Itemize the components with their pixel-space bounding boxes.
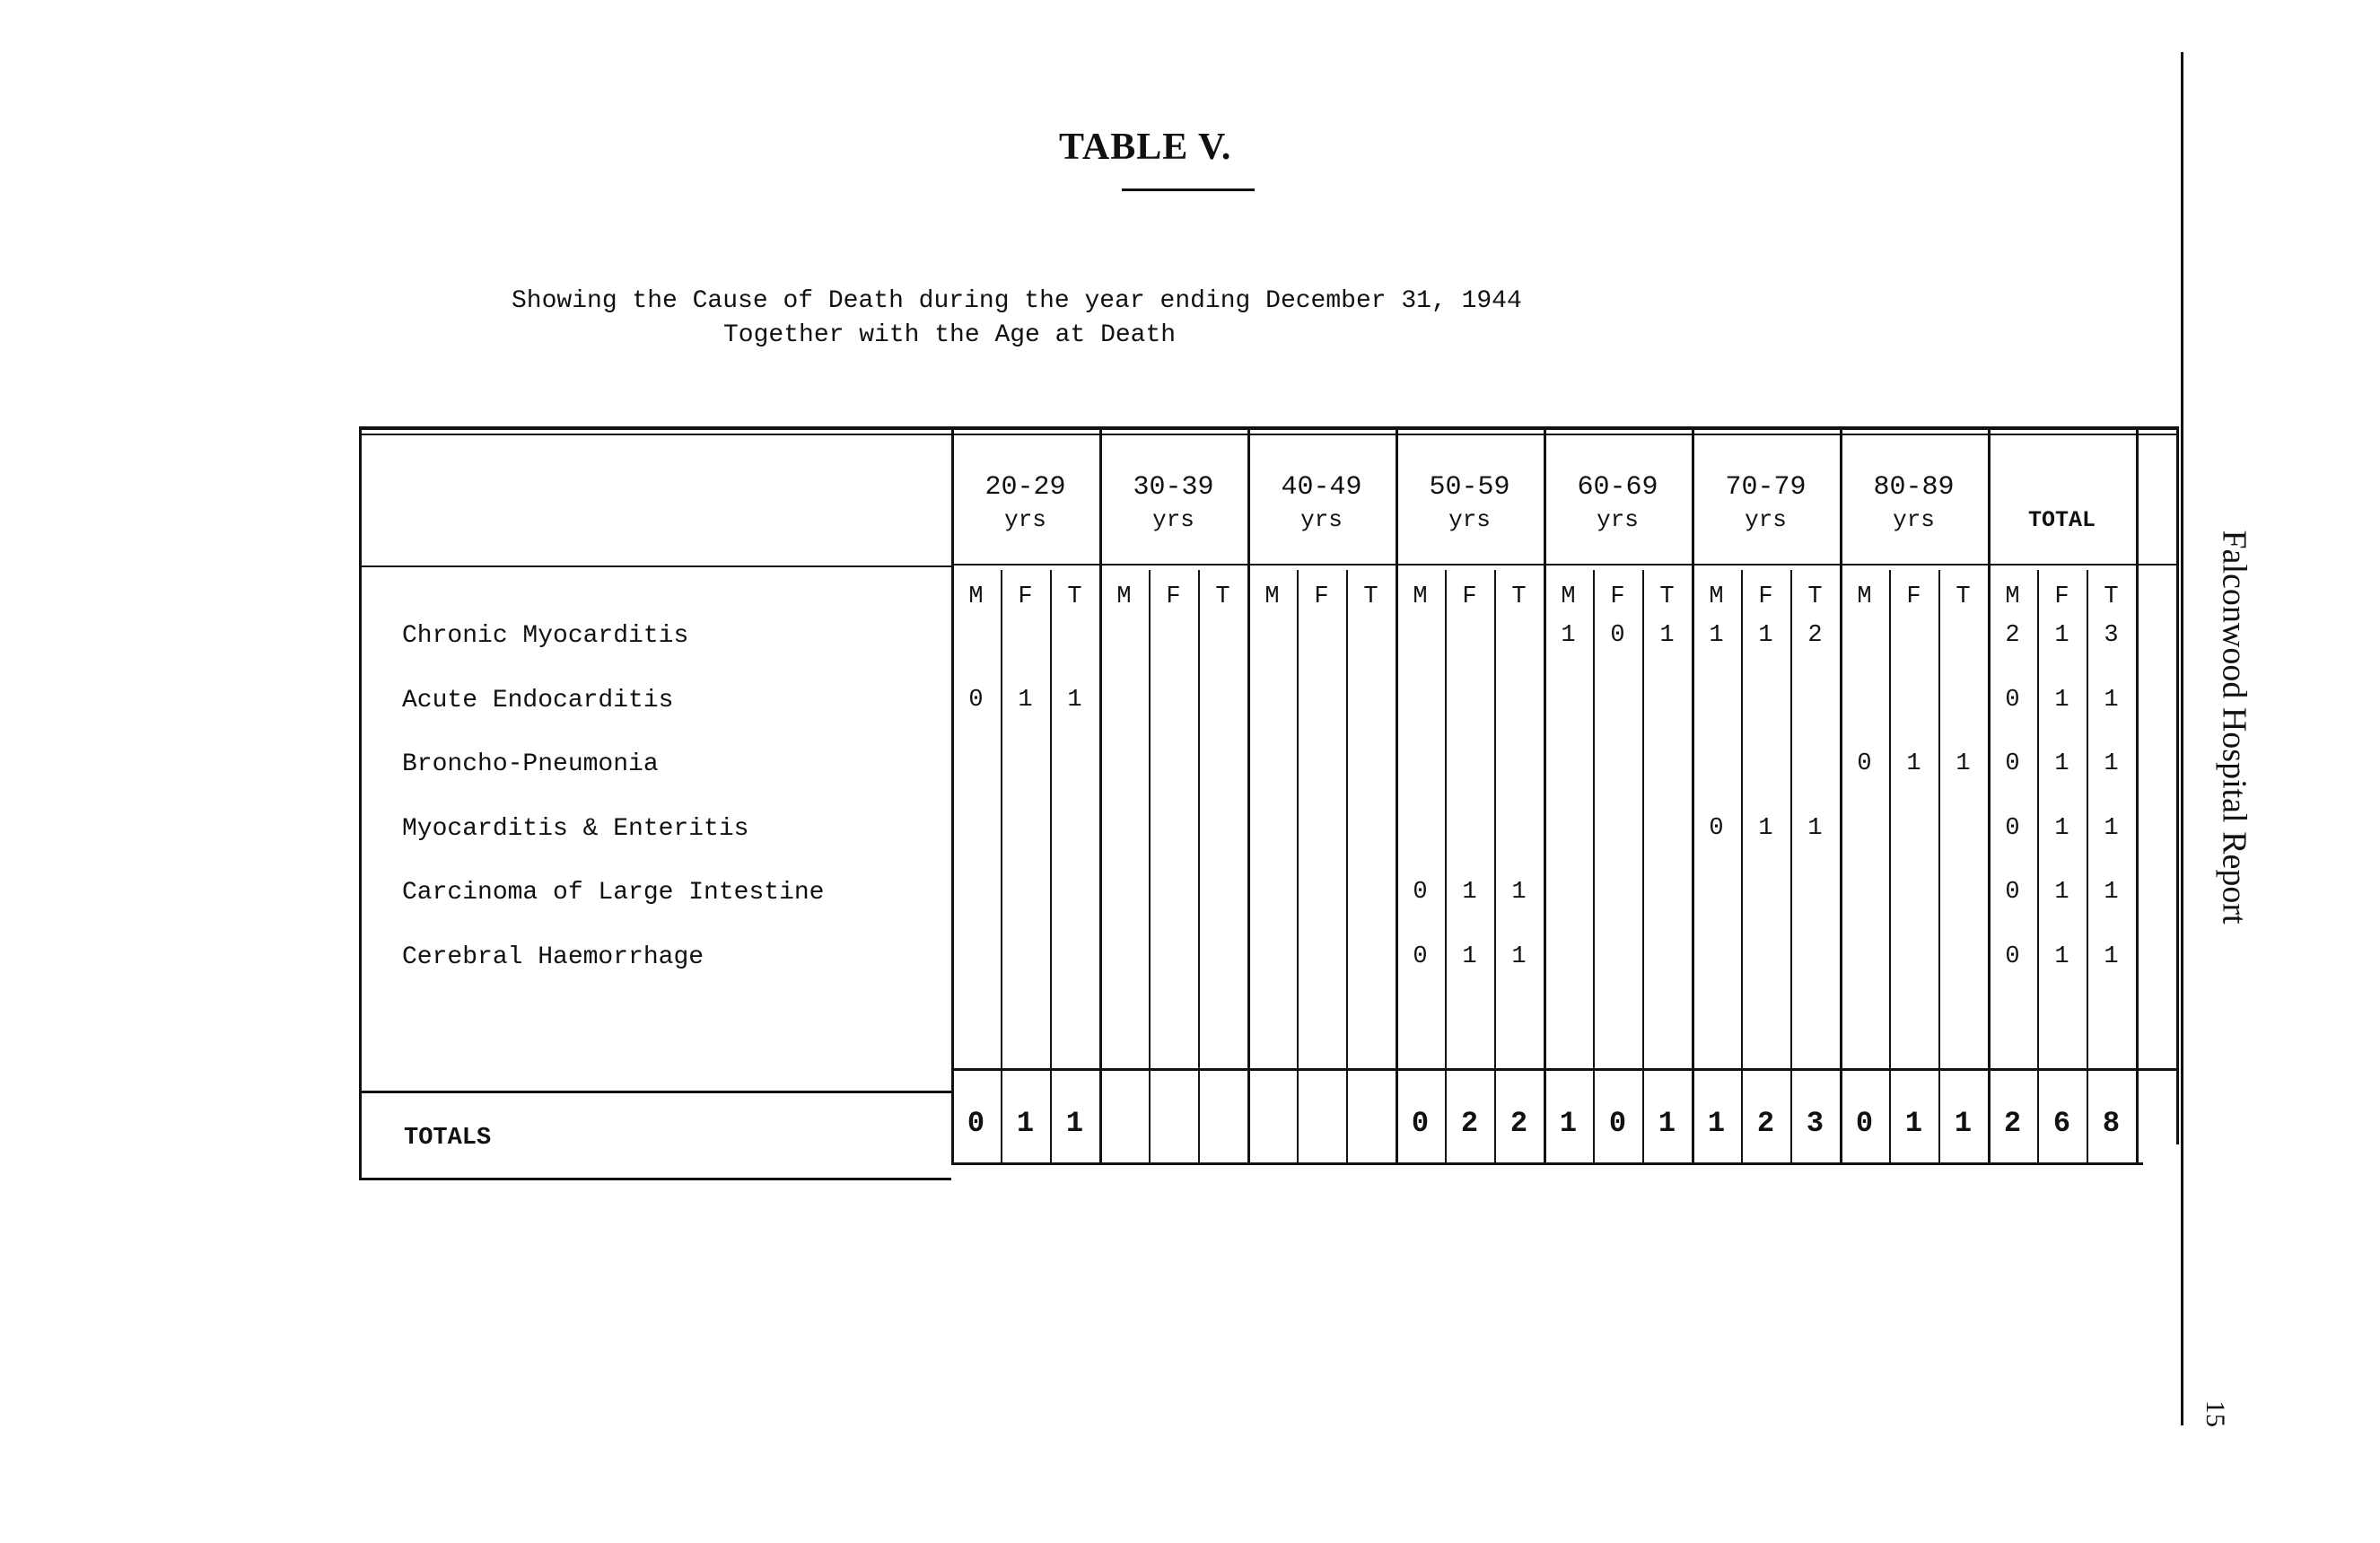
subtitle-line-1: Showing the Cause of Death during the year ending December 31, 1944: [512, 287, 1522, 315]
table-cell: 0: [2005, 879, 2020, 906]
totals-cell: 1: [1658, 1107, 1676, 1140]
totals-cell: 2: [2003, 1107, 2022, 1140]
table-cell: 1: [2054, 750, 2069, 777]
table-cell: 1: [1709, 622, 1724, 649]
label-column-header-rule: [359, 565, 951, 567]
table-cell: 1: [2104, 750, 2119, 777]
table-cell: 1: [1659, 622, 1675, 649]
subcolumn-divider: [2037, 570, 2039, 1162]
age-group-unit: yrs: [1448, 506, 1491, 533]
group-column-divider: [1396, 426, 1398, 1162]
subheader-f: F: [1758, 583, 1773, 610]
age-group-range: 30-39: [1133, 472, 1214, 503]
age-group-range: 40-49: [1281, 472, 1362, 503]
table-cell: 0: [1709, 814, 1724, 842]
table-cell: 1: [2104, 814, 2119, 842]
table-cell: 2: [2005, 622, 2020, 649]
totals-cell: 2: [1509, 1107, 1528, 1140]
table-cell: 1: [2104, 686, 2119, 714]
table-cell: 0: [1413, 879, 1428, 906]
table-cell: 2: [1807, 622, 1823, 649]
subheader-t: T: [1215, 583, 1230, 610]
subheader-m: M: [1709, 583, 1724, 610]
totals-label: TOTALS: [404, 1125, 492, 1152]
subheader-m: M: [1561, 583, 1576, 610]
group-column-divider: [1544, 426, 1546, 1162]
table-cell: 1: [1807, 814, 1823, 842]
age-group-header: [1544, 471, 1692, 536]
subheader-f: F: [1610, 583, 1625, 610]
group-column-divider: [1247, 426, 1250, 1162]
subheader-f: F: [1314, 583, 1329, 610]
subheader-m: M: [1857, 583, 1872, 610]
table-cell: 1: [1462, 879, 1477, 906]
page-spine-rule: [2181, 52, 2183, 1425]
table-cell: 1: [2104, 942, 2119, 970]
age-group-range: 70-79: [1725, 472, 1807, 503]
table-cell: 1: [1511, 879, 1527, 906]
table-cell: 1: [2054, 879, 2069, 906]
table-cell: 1: [1758, 814, 1773, 842]
totals-separator-label: [359, 1091, 951, 1093]
table-cell: 1: [2054, 622, 2069, 649]
subcolumn-divider: [1346, 570, 1348, 1162]
group-column-divider: [1099, 426, 1102, 1162]
table-cell: 3: [2104, 622, 2119, 649]
table-cell: 0: [2005, 686, 2020, 714]
totals-cell: 0: [1608, 1107, 1627, 1140]
table-left-border: [359, 426, 362, 1180]
subheader-m: M: [1264, 583, 1280, 610]
page-number: [2197, 1396, 2233, 1432]
totals-cell: 2: [1756, 1107, 1775, 1140]
totals-cell: 0: [967, 1107, 985, 1140]
report-side-label-text: Falconwood Hospital Report: [2216, 530, 2253, 925]
subheader-f: F: [1906, 583, 1921, 610]
subheader-m: M: [1116, 583, 1132, 610]
group-column-divider: [951, 426, 954, 1162]
subheader-t: T: [1659, 583, 1675, 610]
subcolumn-divider: [1889, 570, 1891, 1162]
subheader-t: T: [1067, 583, 1082, 610]
totals-cell: 8: [2102, 1107, 2121, 1140]
table-cell: 0: [2005, 942, 2020, 970]
totals-cell: 0: [1855, 1107, 1874, 1140]
subcolumn-divider: [1297, 570, 1299, 1162]
table-cell: 1: [2054, 814, 2069, 842]
table-cell: 1: [1906, 750, 1921, 777]
totals-cell: 3: [1806, 1107, 1824, 1140]
table-top-rule-inner: [359, 434, 2179, 435]
subcolumn-divider: [1445, 570, 1447, 1162]
age-group-header: [1840, 471, 1988, 536]
totals-cell: 1: [1559, 1107, 1578, 1140]
page-number-text: 15: [2201, 1400, 2230, 1427]
age-group-range: 60-69: [1577, 472, 1658, 503]
subcolumn-divider: [1494, 570, 1496, 1162]
report-side-label: [2217, 485, 2253, 969]
subcolumn-divider: [1149, 570, 1151, 1162]
group-column-divider: [1988, 426, 1991, 1162]
cause-label: Cerebral Haemorrhage: [402, 942, 704, 971]
total-column-header: TOTAL: [2027, 507, 2096, 533]
totals-cell: 6: [2052, 1107, 2071, 1140]
table-cell: 1: [1018, 686, 1033, 714]
table-cell: 1: [1511, 942, 1527, 970]
table-cell: 1: [2054, 942, 2069, 970]
table-cell: 0: [968, 686, 984, 714]
table-cell: 1: [1067, 686, 1082, 714]
table-cell: 0: [1413, 942, 1428, 970]
totals-cell: 2: [1460, 1107, 1479, 1140]
totals-cell: 1: [1707, 1107, 1726, 1140]
page-title: TABLE V.: [1059, 127, 1232, 168]
table-cell: 0: [2005, 750, 2020, 777]
totals-cell: 1: [1016, 1107, 1035, 1140]
cause-label: Carcinoma of Large Intestine: [402, 879, 825, 907]
group-column-divider: [1840, 426, 1842, 1162]
age-group-range: 20-29: [984, 472, 1066, 503]
subcolumn-divider: [1050, 570, 1052, 1162]
table-right-border: [2176, 426, 2179, 1144]
subheader-f: F: [1166, 583, 1181, 610]
age-group-unit: yrs: [1745, 506, 1787, 533]
subheader-t: T: [1511, 583, 1527, 610]
subcolumn-divider: [1790, 570, 1792, 1162]
subheader-f: F: [1018, 583, 1033, 610]
age-group-range: 50-59: [1429, 472, 1510, 503]
totals-cell: 1: [1065, 1107, 1084, 1140]
age-group-unit: yrs: [1152, 506, 1194, 533]
table-bottom-border-left: [359, 1178, 951, 1180]
totals-separator-data: [951, 1068, 2179, 1071]
subtitle-line-2: Together with the Age at Death: [723, 321, 1177, 349]
subheader-t: T: [1807, 583, 1823, 610]
subheader-m: M: [1413, 583, 1428, 610]
table-cell: 1: [1561, 622, 1576, 649]
age-group-header: [1692, 471, 1840, 536]
title-underline: [1122, 188, 1255, 191]
age-group-header: [951, 471, 1099, 536]
subheader-t: T: [2104, 583, 2119, 610]
subheader-m: M: [2005, 583, 2020, 610]
age-group-unit: yrs: [1300, 506, 1343, 533]
cause-label: Myocarditis & Enteritis: [402, 814, 749, 843]
subheader-t: T: [1363, 583, 1378, 610]
age-group-header: [1247, 471, 1396, 536]
subheader-f: F: [2054, 583, 2069, 610]
age-group-unit: yrs: [1597, 506, 1639, 533]
cause-label: Broncho-Pneumonia: [402, 750, 659, 778]
age-group-header: [1396, 471, 1544, 536]
group-column-divider: [1692, 426, 1694, 1162]
table-bottom-border-right: [951, 1162, 2143, 1165]
table-top-rule: [359, 426, 2179, 430]
subheader-t: T: [1956, 583, 1971, 610]
subcolumn-divider: [1198, 570, 1200, 1162]
group-column-divider: [2136, 426, 2139, 1162]
subcolumn-divider: [1642, 570, 1644, 1162]
totals-cell: 1: [1904, 1107, 1923, 1140]
table-cell: 1: [2054, 686, 2069, 714]
age-group-range: 80-89: [1873, 472, 1955, 503]
subcolumn-divider: [1001, 570, 1002, 1162]
subheader-m: M: [968, 583, 984, 610]
group-header-rule: [951, 564, 2179, 565]
cause-label: Acute Endocarditis: [402, 686, 674, 715]
totals-cell: 1: [1954, 1107, 1973, 1140]
subcolumn-divider: [1938, 570, 1940, 1162]
table-cell: 1: [2104, 879, 2119, 906]
age-group-unit: yrs: [1893, 506, 1935, 533]
table-cell: 0: [1610, 622, 1625, 649]
table-cell: 1: [1956, 750, 1971, 777]
cause-of-death-table: [359, 426, 2179, 1180]
age-group-header: [1099, 471, 1247, 536]
table-cell: 1: [1758, 622, 1773, 649]
subcolumn-divider: [2087, 570, 2088, 1162]
subcolumn-divider: [1741, 570, 1743, 1162]
table-cell: 0: [2005, 814, 2020, 842]
table-cell: 1: [1462, 942, 1477, 970]
table-cell: 0: [1857, 750, 1872, 777]
subcolumn-divider: [1593, 570, 1595, 1162]
age-group-unit: yrs: [1004, 506, 1046, 533]
totals-cell: 0: [1411, 1107, 1430, 1140]
subheader-f: F: [1462, 583, 1477, 610]
cause-label: Chronic Myocarditis: [402, 622, 689, 650]
